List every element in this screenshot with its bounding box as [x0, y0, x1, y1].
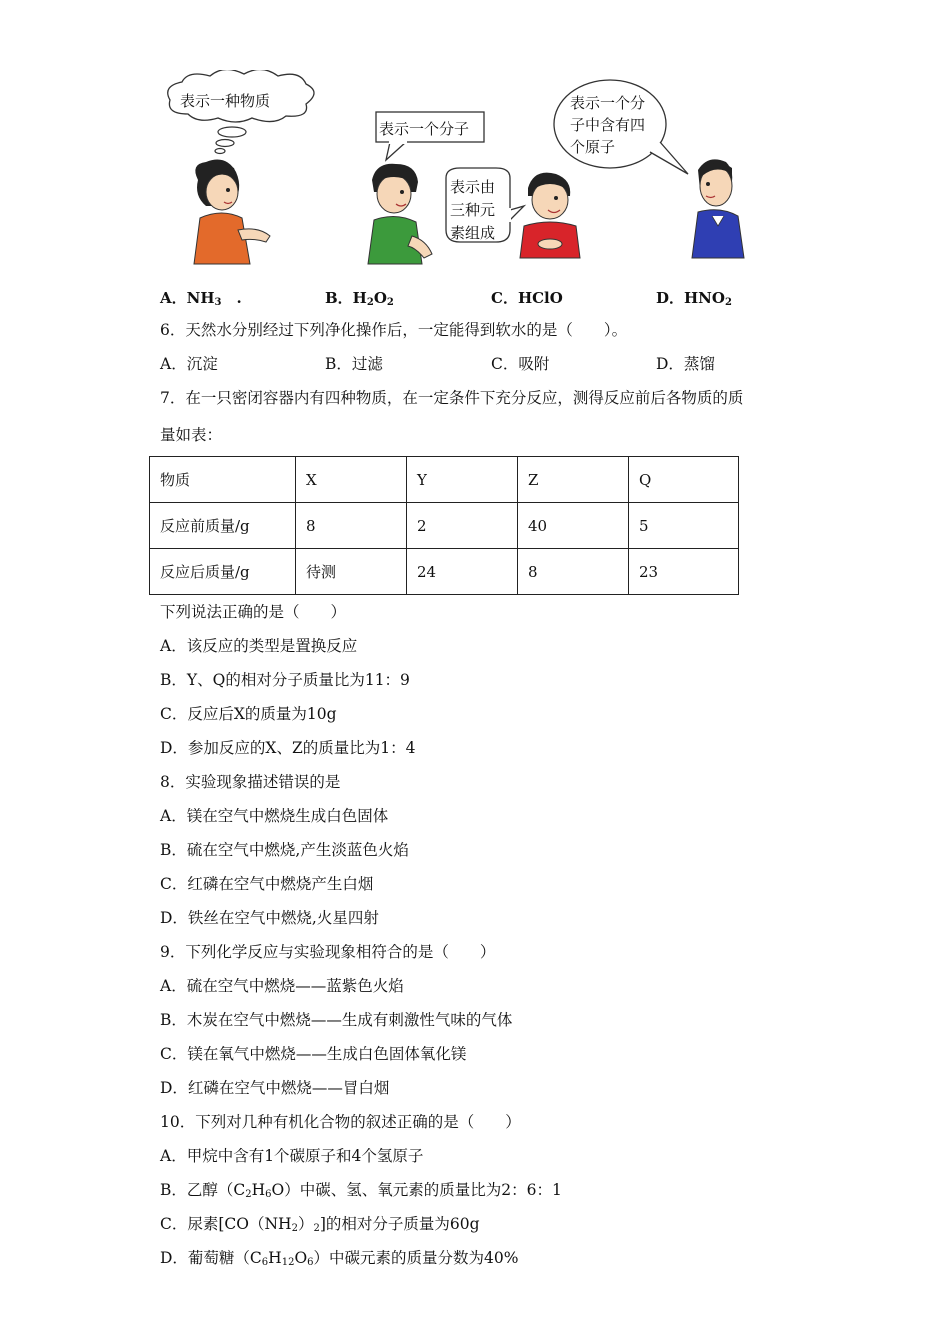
table-cell: 待测 [296, 549, 407, 595]
q8-option-a: A．镁在空气中燃烧生成白色固体 [160, 807, 389, 825]
q7-stem-line2: 量如表： [160, 426, 223, 444]
table-cell: X [296, 457, 407, 503]
table-cell: Q [629, 457, 739, 503]
boy-red-figure [520, 173, 580, 258]
q10-option-c: C．尿素$[CO(NH_2)_2]$的相对分子质量为60g [160, 1215, 480, 1234]
speech-bubble-2 [376, 112, 484, 160]
q7-option-c: C．反应后X的质量为10g [160, 705, 337, 723]
q6-option-d: D．蒸馏 [656, 355, 715, 373]
bubble4-line3: 个原子 [570, 138, 616, 156]
q5-option-a: A．$NH_3$ . [160, 289, 242, 308]
q6-option-c: C．吸附 [491, 355, 550, 373]
q6-stem: 6．天然水分别经过下列净化操作后，一定能得到软水的是（ ）。 [160, 321, 628, 339]
bubble3-line2: 三种元 [450, 201, 496, 219]
q5-option-c: C．HClO [491, 289, 563, 307]
q10-option-b: B．乙醇$(C_2H_6O)$中碳、氢、氧元素的质量比为2：6：1 [160, 1181, 562, 1200]
bubble4-line2: 子中含有四 [570, 116, 646, 134]
table-cell: 反应后质量/g [150, 549, 296, 595]
table-cell: Y [407, 457, 518, 503]
table-cell: 23 [629, 549, 739, 595]
cartoon-illustration [150, 70, 800, 275]
speech-bubble-4 [554, 80, 688, 174]
q9-option-d: D．红磷在空气中燃烧——冒白烟 [160, 1079, 390, 1097]
q8-option-b: B．硫在空气中燃烧,产生淡蓝色火焰 [160, 841, 409, 859]
table-cell: 物质 [150, 457, 296, 503]
table-cell: 40 [518, 503, 629, 549]
table-cell: 8 [518, 549, 629, 595]
table-cell: 8 [296, 503, 407, 549]
table-row [150, 549, 739, 595]
q7-option-b: B．Y、Q的相对分子质量比为11：9 [160, 671, 410, 689]
q6-option-a: A．沉淀 [160, 355, 218, 373]
table-row [150, 503, 739, 549]
speech-bubble-3 [446, 168, 524, 242]
thought-bubble-1 [168, 70, 314, 154]
q8-stem: 8．实验现象描述错误的是 [160, 773, 341, 791]
table-cell: 24 [407, 549, 518, 595]
q7-option-a: A．该反应的类型是置换反应 [160, 637, 358, 655]
q7-stem-line1: 7．在一只密闭容器内有四种物质，在一定条件下充分反应，测得反应前后各物质的质 [160, 389, 744, 407]
table-cell: 5 [629, 503, 739, 549]
q10-option-d: D．葡萄糖$(C_6H_{12}O_6)$中碳元素的质量分数为40% [160, 1249, 519, 1268]
q8-option-c: C．红磷在空气中燃烧产生白烟 [160, 875, 374, 893]
q7-prompt: 下列说法正确的是（ ） [160, 603, 347, 621]
q8-option-d: D．铁丝在空气中燃烧,火星四射 [160, 909, 379, 927]
q9-stem: 9．下列化学反应与实验现象相符合的是（ ） [160, 943, 496, 961]
q9-option-c: C．镁在氧气中燃烧——生成白色固体氧化镁 [160, 1045, 467, 1063]
q6-option-b: B．过滤 [325, 355, 383, 373]
table-cell: Z [518, 457, 629, 503]
teacher-figure [692, 159, 744, 258]
q9-option-a: A．硫在空气中燃烧——蓝紫色火焰 [160, 977, 404, 995]
q5-option-d: D．$HNO_2$ [656, 289, 732, 308]
mass-table [149, 456, 739, 595]
table-row [150, 457, 739, 503]
q10-option-a: A．甲烷中含有1个碳原子和4个氢原子 [160, 1147, 424, 1165]
q10-stem: 10．下列对几种有机化合物的叙述正确的是（ ） [160, 1113, 521, 1131]
q5-option-b: B．$H_2O_2$ [325, 289, 394, 308]
bubble1-text: 表示一种物质 [180, 92, 271, 110]
bubble3-line3: 素组成 [450, 224, 496, 242]
bubble2-text: 表示一个分子 [379, 120, 470, 138]
q9-option-b: B．木炭在空气中燃烧——生成有刺激性气味的气体 [160, 1011, 513, 1029]
bubble4-line1: 表示一个分 [570, 94, 646, 112]
q7-option-d: D．参加反应的X、Z的质量比为1：4 [160, 739, 416, 757]
bubble3-line1: 表示由 [450, 178, 496, 196]
boy-green-figure [368, 164, 432, 264]
table-cell: 反应前质量/g [150, 503, 296, 549]
girl-figure [194, 160, 270, 264]
table-cell: 2 [407, 503, 518, 549]
